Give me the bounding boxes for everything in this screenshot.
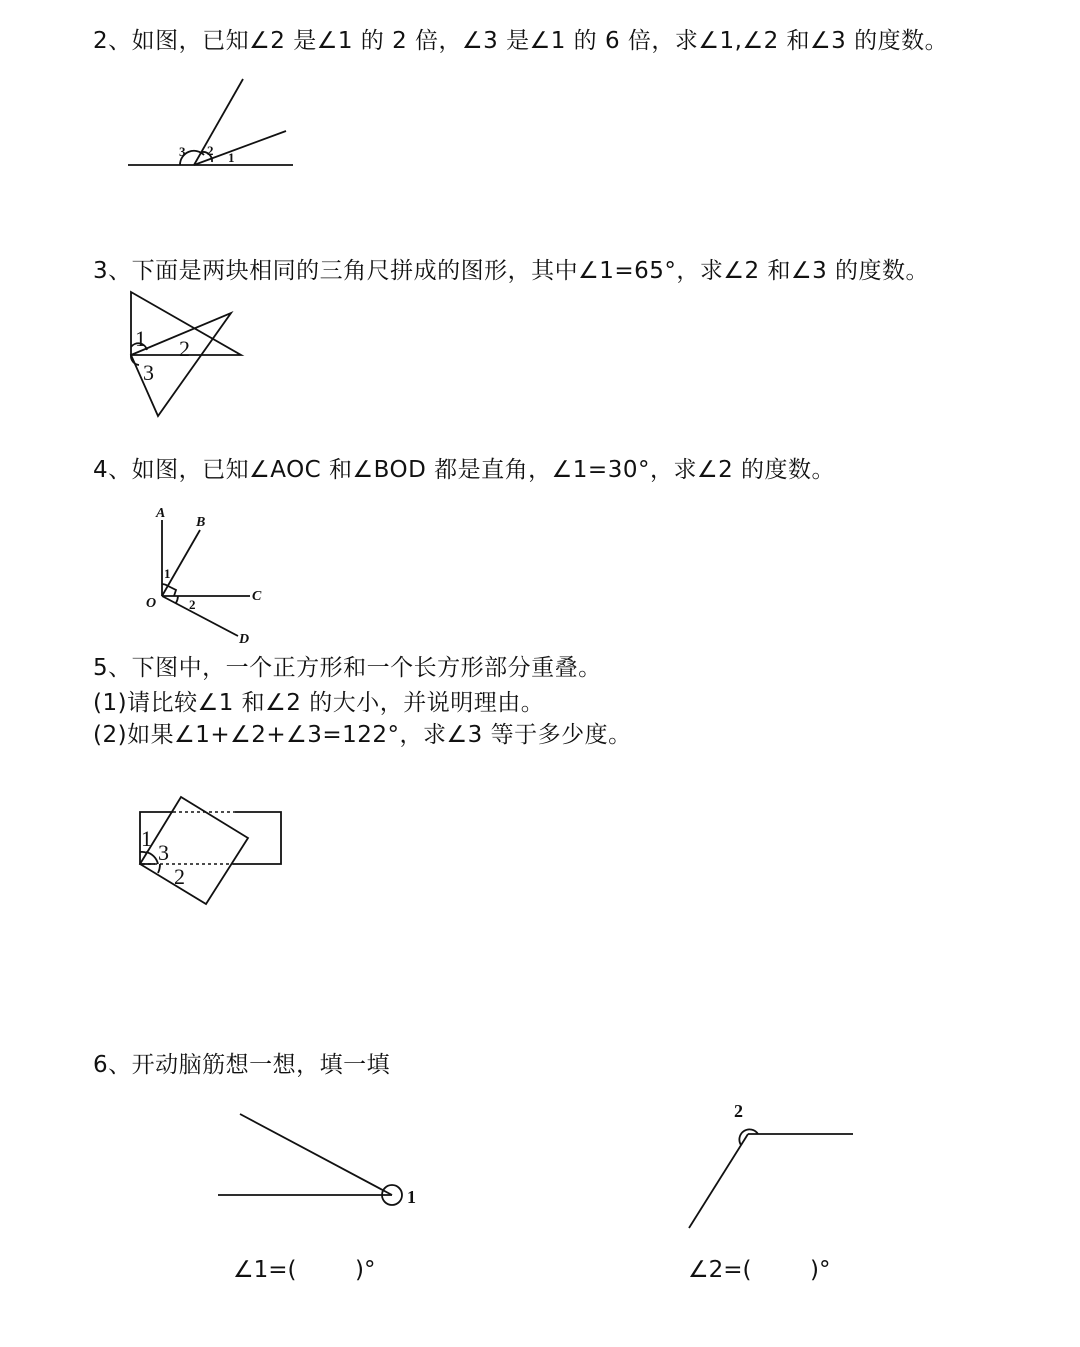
question-6: 6、开动脑筋想一想，填一填 (93, 1052, 391, 1078)
figure-6-right (689, 1101, 853, 1228)
angle-1-label: 1 (228, 150, 235, 165)
question-3: 3、下面是两块相同的三角尺拼成的图形，其中∠1=65°，求∠2 和∠3 的度数。 (93, 258, 930, 284)
point-d-label: D (239, 632, 250, 647)
answer-angle-1[interactable]: ∠1=( )° (233, 1257, 376, 1283)
angle-2-label: 2 (174, 864, 185, 889)
angle-1-label: 1 (407, 1187, 416, 1207)
question-5-part-1: (1)请比较∠1 和∠2 的大小，并说明理由。 (93, 690, 545, 716)
figure-6-left (218, 1114, 416, 1207)
angle-3-label: 3 (179, 144, 186, 159)
angle-2-label: 2 (189, 597, 196, 612)
question-4: 4、如图，已知∠AOC 和∠BOD 都是直角，∠1=30°，求∠2 的度数。 (93, 457, 836, 483)
point-b-label: B (196, 515, 206, 530)
answer-angle-2[interactable]: ∠2=( )° (688, 1257, 831, 1283)
angle-1-label: 1 (164, 566, 171, 581)
question-2: 2、如图，已知∠2 是∠1 的 2 倍，∠3 是∠1 的 6 倍，求∠1,∠2 和∠3 的度数。 (93, 28, 949, 54)
figure-5 (140, 797, 281, 904)
figure-4 (146, 506, 262, 647)
question-5: 5、下图中，一个正方形和一个长方形部分重叠。 (93, 655, 602, 681)
figure-2 (128, 79, 293, 165)
point-a-label: A (156, 506, 166, 521)
angle-1-label: 1 (135, 326, 146, 351)
angle-3-label: 3 (158, 840, 169, 865)
figure-3 (131, 292, 241, 416)
angle-2-label: 2 (734, 1101, 743, 1121)
angle-2-label: 2 (207, 143, 214, 158)
angle-2-label: 2 (179, 336, 190, 361)
question-5-part-2: (2)如果∠1+∠2+∠3=122°，求∠3 等于多少度。 (93, 722, 632, 748)
angle-1-label: 1 (141, 826, 152, 851)
point-o-label: O (146, 596, 157, 611)
angle-3-label: 3 (143, 360, 154, 385)
point-c-label: C (252, 589, 262, 604)
